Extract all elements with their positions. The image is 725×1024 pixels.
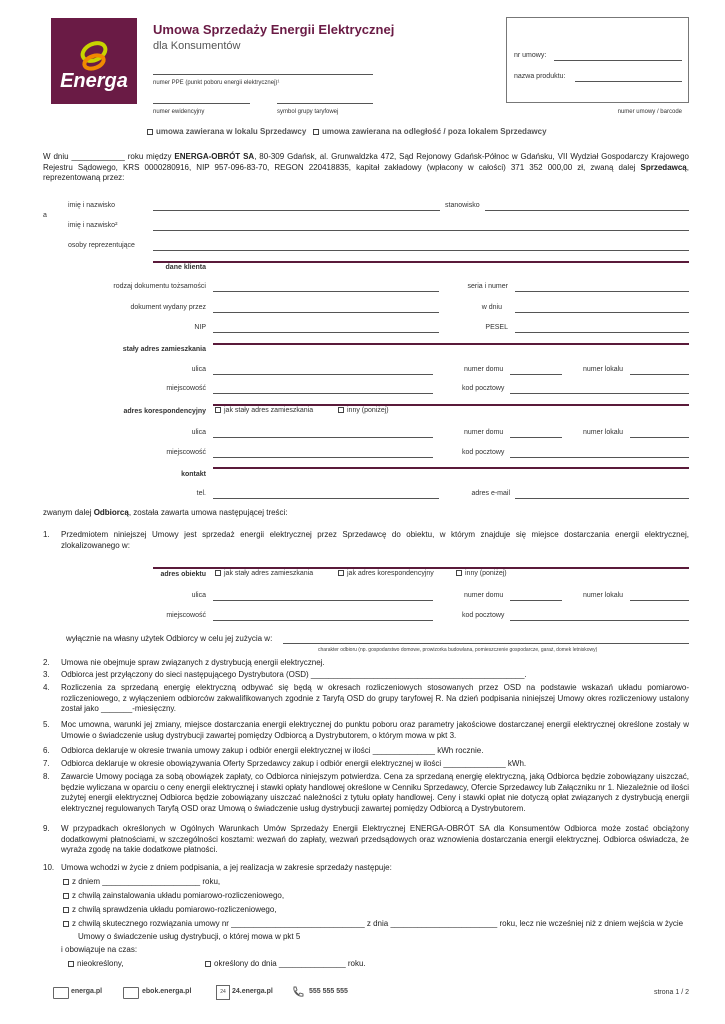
nip-field[interactable] [213,332,439,333]
called-paragraph: zwanym dalej Odbiorcą, została zawarta umowa następującej treści: [43,508,288,517]
rep-a-label: a [43,212,47,219]
opt-remote-label: umowa zawierana na odległość / poza lokalem Sprzedawcy [322,127,547,136]
s10-indef: nieokreślony, [77,959,124,968]
tariff-line[interactable] [277,103,373,104]
s10-o4b: Umowy o świadczenie usług dystrybucji, o której mowa w pkt 5 [78,932,301,941]
obj-opt3-label: inny (poniżej) [465,570,507,577]
rep-position-label: stanowisko [445,202,480,209]
perm-flat-label: numer lokalu [583,366,624,373]
pesel-label: PESEL [485,324,508,331]
contract-box [506,17,689,103]
corr-house-label: numer domu [464,429,504,436]
obj-perm-checkbox[interactable] [215,570,221,576]
corr-street-label: ulica [191,429,206,436]
www-icon [53,987,69,999]
section-1-num: 1. [43,530,50,539]
issued-by-field[interactable] [213,312,439,313]
barcode-label: numer umowy / barcode [617,109,682,115]
s10-o4a: z chwilą skutecznego rozwiązania umowy nr ______________________________ z dnia ________________________ roku, lecz nie wcześniej niż z dniem wejścia w życie [72,919,684,928]
contact-heading: kontakt [181,471,206,478]
section-3-text: Odbiorca jest przyłączony do sieci następującego Dystrybutora (OSD) ________________________________________________. [61,670,527,679]
corr-rule [213,404,689,406]
intro-paragraph: W dniu ____________ roku między ENERGA-OBRÓT SA, 80-309 Gdańsk, al. Grunwaldzka 472, Sąd Rejonowy Gdańsk-Północ w Gdańsku, VII Wydział Gospodarczy Krajowego Rejestru Sądowego, KRS 0000280916, NIP 957-096-83-70, REGON 220418835, kapitał zakładowy (wpłacony w całości) 371 352 000,00 zł, zwaną dalej Sprzedawcą, reprezentowaną przez: [43,152,689,182]
perm-flat-field[interactable] [630,374,689,375]
definite-checkbox[interactable] [205,961,211,967]
corr-flat-label: numer lokalu [583,429,624,436]
section-7-text: Odbiorca deklaruje w okresie obowiązywania Oferty Sprzedawcy zakup i odbiór energii elektrycznej w ilości ______________ kWh. [61,759,527,768]
use-text: wyłącznie na własny użytek Odbiorcy w celu jej zużycia w: [66,634,273,643]
tel-field[interactable] [213,498,439,499]
corr-heading: adres korespondencyjny [123,408,206,415]
client-rule [153,261,689,263]
s10-def: określony do dnia _______________ roku. [214,959,366,968]
start-termination-checkbox[interactable] [63,921,69,927]
obj-flat-label: numer lokalu [583,592,624,599]
page-number: strona 1 / 2 [653,989,689,996]
evid-line[interactable] [153,103,250,104]
perm-house-field[interactable] [510,374,562,375]
perm-post-label: kod pocztowy [462,385,505,392]
corr-street-field[interactable] [213,437,433,438]
pesel-field[interactable] [515,332,689,333]
corr-city-field[interactable] [213,457,433,458]
rep-name2-label: imię i nazwisko² [68,222,118,229]
rep-position-field[interactable] [485,210,689,211]
section-2-text: Umowa nie obejmuje spraw związanych z dystrybucją energii elektrycznej. [61,658,325,667]
object-rule [153,567,689,569]
section-9-num: 9. [43,824,50,833]
obj-street-field[interactable] [213,600,433,601]
rep-persons-field[interactable] [153,250,689,251]
section-5-num: 5. [43,720,50,729]
ebok-icon [123,987,139,999]
perm-rule [213,343,689,345]
product-field[interactable] [575,81,682,82]
page-subtitle: dla Konsumentów [153,40,241,52]
obj-post-label: kod pocztowy [462,612,505,619]
tariff-label: symbol grupy taryfowej [277,109,339,115]
perm-city-label: miejscowość [166,385,206,392]
corr-other-checkbox[interactable] [338,407,344,413]
obj-post-field[interactable] [510,620,689,621]
logo-text: Energa [60,70,128,92]
indefinite-checkbox[interactable] [68,961,74,967]
section-5-text: Moc umowna, warunki jej zmiany, miejsce dostarczania energii elektrycznej do punktu poboru oraz parametry jakościowe dostarczanej energii elektrycznej określone zostały w Umowie o świadczenie usług dystrybucji zawartej pomiędzy Odbiorcą a Dystrybutorem, o którym mowa w pkt 3. [61,720,689,740]
object-heading: adres obiektu [160,571,206,578]
id-type-label: rodzaj dokumentu tożsamości [113,283,206,290]
section-4-num: 4. [43,683,50,692]
issued-by-label: dokument wydany przez [130,304,206,311]
section-8-num: 8. [43,772,50,781]
perm-street-field[interactable] [213,374,433,375]
email-label: adres e-mail [471,490,510,497]
obj-street-label: ulica [191,592,206,599]
phone-icon [291,985,305,999]
section-1-text: Przedmiotem niniejszej Umowy jest sprzedaż energii elektrycznej przez Sprzedawcę do obiektu, w którym znajduje się miejsce dostarczania energii elektrycznej, zlokalizowanego w: [61,530,689,550]
series-label: seria i numer [467,283,508,290]
calendar-24-icon: 24 [216,985,230,1000]
s10-o2: z chwilą zainstalowania układu pomiarowo-rozliczeniowego, [72,891,285,900]
obj-house-field[interactable] [510,600,562,601]
perm-house-label: numer domu [464,366,504,373]
footer-phone[interactable]: 555 555 555 [309,988,348,995]
section-8-text: Zawarcie Umowy pociąga za sobą obowiązek zapłaty, co Odbiorca niniejszym potwierdza. Cena za sprzedaną energię elektryczną, jaką Odbiorca będzie zobowiązany uiszczać, będzie wyliczana w oparciu o ceny energii elektrycznej i stawki opłaty handlowej określone w Cenniku Sprzedawcy, Ofercie Sprzedawcy lub Załączniku nr 1. Niezależnie od ilości zużytej energii elektrycznej Odbiorca będzie zobowiązany uiszczać należności z tytułu opłaty handlowej. Ceny i stawki opłat nie dotyczą opłat związanych z dystrybucją energii elektrycznej regulowanych Taryfą OSD oraz Umową o świadczenie usług dystrybucji zawartej pomiędzy Odbiorcą a Dystrybutorem. [61,772,689,813]
perm-city-field[interactable] [213,393,433,394]
opt-local-label: umowa zawierana w lokalu Sprzedawcy [156,127,307,136]
rep-name2-field[interactable] [153,230,689,231]
perm-heading: stały adres zamieszkania [122,346,206,353]
footer-link-ebok[interactable]: ebok.energa.pl [142,988,192,995]
obj-city-label: miejscowość [166,612,206,619]
series-field[interactable] [515,291,689,292]
start-check-checkbox[interactable] [63,907,69,913]
section-10-num: 10. [43,863,55,872]
evid-label: numer ewidencyjny [153,109,205,115]
section-6-num: 6. [43,746,50,755]
section-9-text: W przypadkach określonych w Ogólnych Warunkach Umów Sprzedaży Energii Elektrycznej ENERGA-OBRÓT SA dla Konsumentów Odbiorca może zostać obciążony dodatkowymi płatnościami, w szczególności kosztami: wezwań do zapłaty, wezwań przedsądowych oraz wznowienia dostarczania energii elektrycznej. Odbiorca oświadcza, że wyraża zgodę na takie dodatkowe płatności. [61,824,689,854]
corr-city-label: miejscowość [166,449,206,456]
use-field[interactable] [283,643,689,644]
footer-link-24[interactable]: 24.energa.pl [232,988,273,995]
remote-checkbox[interactable] [313,129,319,135]
perm-street-label: ulica [191,366,206,373]
section-6-text: Odbiorca deklaruje w okresie trwania umowy zakup i odbiór energii elektrycznej w ilości ______________ kWh rocznie. [61,746,484,755]
on-date-field[interactable] [515,312,689,313]
obj-corr-checkbox[interactable] [338,570,344,576]
contact-rule [213,467,689,469]
use-note: charakter odbioru (np. gospodarstwo domowe, prowizorka budowlana, pomieszczenie gospodarcze, garaż, domek letniskowy) [318,647,598,653]
corr-opt1-label: jak stały adres zamieszkania [224,407,314,414]
contract-no-label: nr umowy: [514,52,547,59]
contract-no-field[interactable] [554,60,682,61]
obj-flat-field[interactable] [630,600,689,601]
s10-binding: i obowiązuje na czas: [61,945,138,954]
footer-link-energa[interactable]: energa.pl [71,988,103,995]
energa-logo [51,18,137,104]
email-field[interactable] [515,498,689,499]
section-2-num: 2. [43,658,50,667]
section-10-text: Umowa wchodzi w życie z dniem podpisania, a jej realizacja w zakresie sprzedaży następuje: [61,863,392,872]
obj-city-field[interactable] [213,620,433,621]
obj-other-checkbox[interactable] [456,570,462,576]
tel-label: tel. [196,490,206,497]
corr-flat-field[interactable] [630,437,689,438]
rep-persons-label: osoby reprezentujące [68,242,135,249]
s10-o1: z dniem ______________________ roku, [72,877,221,886]
section-4-text: Rozliczenia za sprzedaną energię elektryczną odbywać się będą w okresach rozliczeniowych stosowanych przez OSD na podstawie wskazań układu pomiarowo-rozliczeniowego, z wyłączeniem odbiorców zakwalifikowanych zgodnie z Taryfą OSD do grupy taryfowej R. Na dzień podpisania niniejszej Umowy okres rozliczeniowy ustalony został jako _______-miesięczny. [61,683,689,713]
ppe-label: numer PPE (punkt poboru energii elektrycznej)¹ [153,80,280,86]
obj-opt1-label: jak stały adres zamieszkania [224,570,314,577]
on-date-label: w dniu [481,304,502,311]
product-label: nazwa produktu: [514,73,566,80]
section-3-num: 3. [43,670,50,679]
s10-o3: z chwilą sprawdzenia układu pomiarowo-rozliczeniowego, [72,905,277,914]
footer [53,985,689,1001]
rep-name1-label: imię i nazwisko [68,202,116,209]
section-7-num: 7. [43,759,50,768]
corr-same-checkbox[interactable] [215,407,221,413]
corr-house-field[interactable] [510,437,562,438]
obj-opt2-label: jak adres korespondencyjny [347,570,434,577]
local-checkbox[interactable] [147,129,153,135]
obj-house-label: numer domu [464,592,504,599]
start-date-checkbox[interactable] [63,879,69,885]
page-title: Umowa Sprzedaży Energii Elektrycznej [153,22,395,37]
corr-opt2-label: inny (poniżej) [347,407,389,414]
id-type-field[interactable] [213,291,439,292]
start-install-checkbox[interactable] [63,893,69,899]
nip-label: NIP [194,324,206,331]
perm-post-field[interactable] [510,393,689,394]
ppe-line[interactable] [153,74,373,75]
client-heading: dane klienta [165,264,206,271]
rep-name1-field[interactable] [153,210,440,211]
corr-post-field[interactable] [510,457,689,458]
corr-post-label: kod pocztowy [462,449,505,456]
